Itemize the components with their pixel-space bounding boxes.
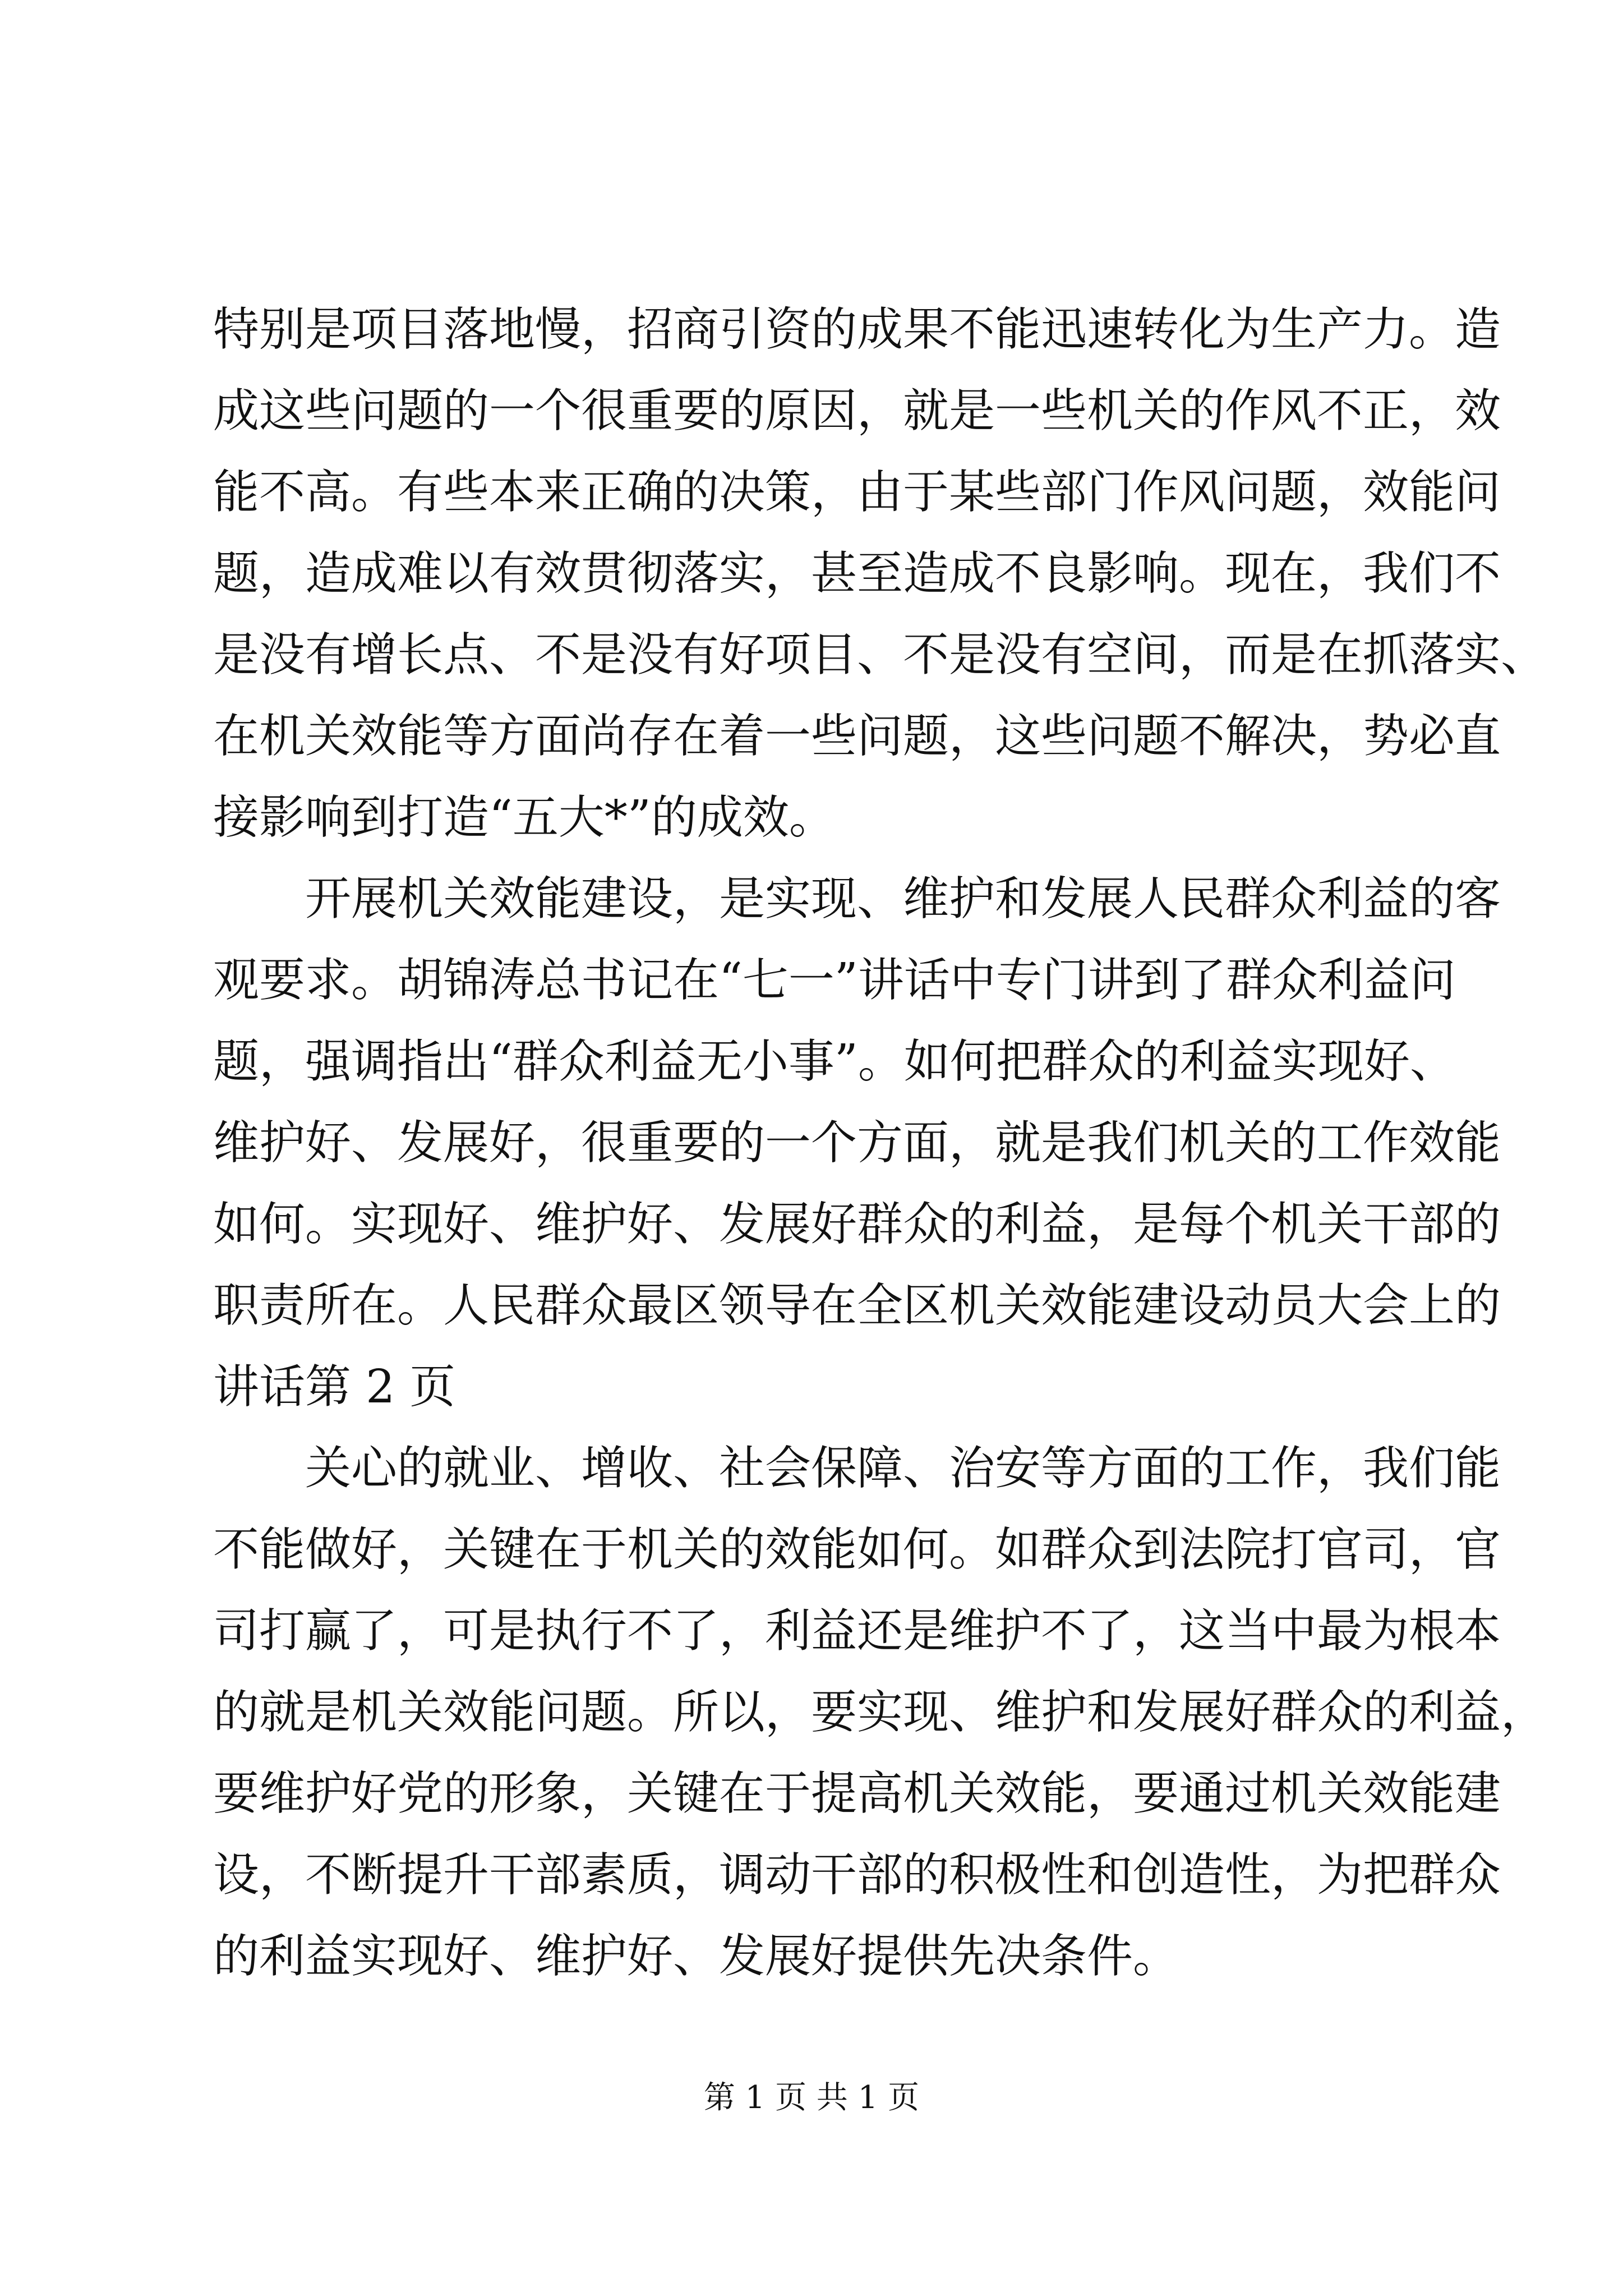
text-line: 讲话第 2 页: [213, 1360, 456, 1414]
text-line: 特别是项目落地慢，招商引资的成果不能迅速转化为生产力。造: [213, 303, 1501, 356]
text-line: 观要求。胡锦涛总书记在“七一”讲话中专门讲到了群众利益问: [213, 954, 1456, 1007]
text-line: 题，造成难以有效贯彻落实，甚至造成不良影响。现在，我们不: [213, 547, 1501, 600]
text-line: 设，不断提升干部素质，调动干部的积极性和创造性，为把群众: [213, 1848, 1501, 1902]
text-line: 的就是机关效能问题。所以，要实现、维护和发展好群众的利益，: [213, 1686, 1547, 1739]
page-footer: [0, 2076, 1623, 2120]
text-line: 是没有增长点、不是没有好项目、不是没有空间，而是在抓落实、: [213, 628, 1547, 682]
text-line: 如何。实现好、维护好、发展好群众的利益，是每个机关干部的: [213, 1198, 1501, 1251]
text-line: 不能做好，关键在于机关的效能如何。如群众到法院打官司，官: [213, 1523, 1501, 1576]
text-line: 司打赢了，可是执行不了，利益还是维护不了，这当中最为根本: [213, 1604, 1501, 1658]
text-line: 的利益实现好、维护好、发展好提供先决条件。: [213, 1930, 1179, 1983]
page-number-label: 第 1 页 共 1 页: [703, 2079, 920, 2116]
text-line: 接影响到打造“五大*”的成效。: [213, 791, 835, 844]
text-line: 维护好、发展好，很重要的一个方面，就是我们机关的工作效能: [213, 1116, 1501, 1170]
text-line: 能不高。有些本来正确的决策，由于某些部门作风问题，效能问: [213, 466, 1501, 519]
text-line: 在机关效能等方面尚存在着一些问题，这些问题不解决，势必直: [213, 710, 1501, 763]
text-line: 开展机关效能建设，是实现、维护和发展人民群众利益的客: [213, 872, 1501, 926]
body-text: [213, 289, 1547, 1997]
text-line: 题，强调指出“群众利益无小事”。如何把群众的利益实现好、: [213, 1035, 1456, 1088]
text-line: 要维护好党的形象，关键在于提高机关效能，要通过机关效能建: [213, 1767, 1501, 1820]
text-line: 成这些问题的一个很重要的原因，就是一些机关的作风不正，效: [213, 384, 1501, 438]
text-line: 职责所在。人民群众最区领导在全区机关效能建设动员大会上的: [213, 1279, 1501, 1332]
text-line: 关心的就业、增收、社会保障、治安等方面的工作，我们能: [213, 1442, 1501, 1495]
